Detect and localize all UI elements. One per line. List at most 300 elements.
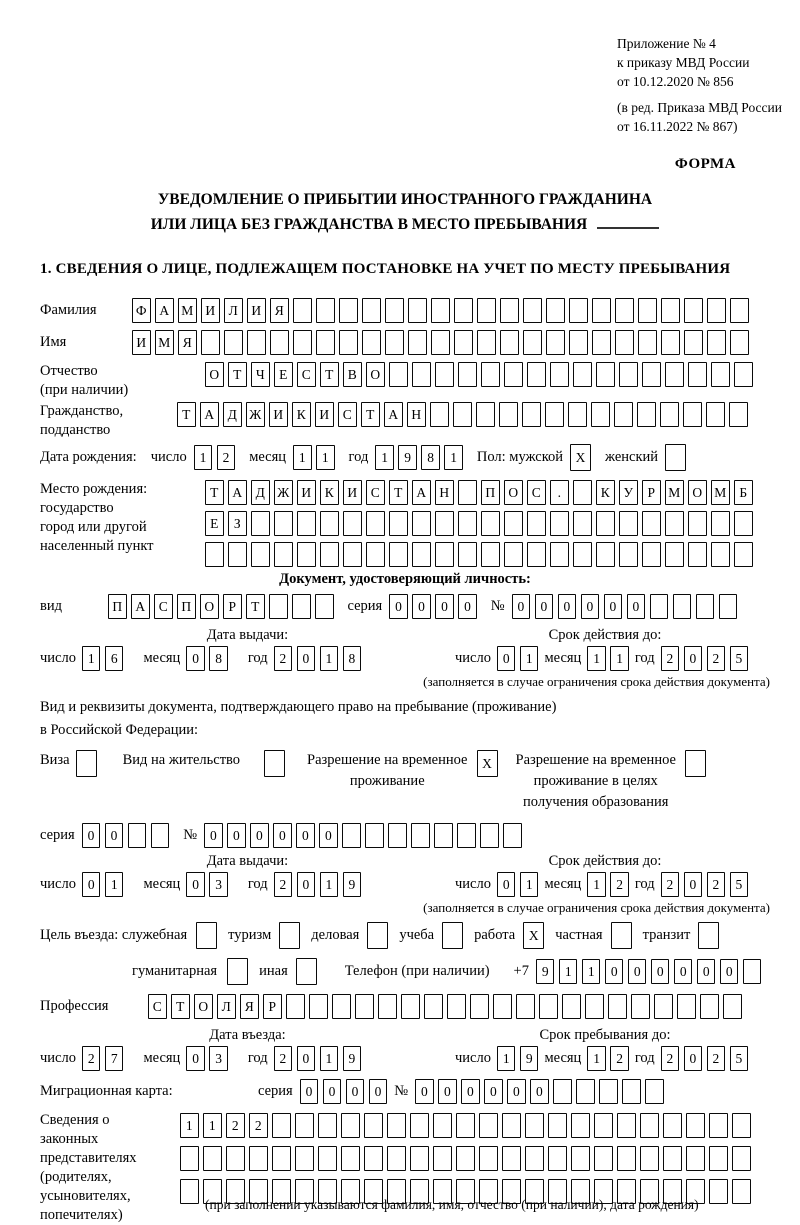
birth-place-cell[interactable] — [596, 542, 615, 567]
birth-place-cell[interactable] — [366, 542, 385, 567]
name-cell[interactable] — [293, 330, 312, 355]
phone-digit-cell[interactable]: 0 — [651, 959, 670, 984]
profession-cell[interactable]: Я — [240, 994, 259, 1019]
stay-issue-year-cell[interactable]: 2 — [274, 872, 293, 897]
identity-issue-month-cell[interactable]: 8 — [209, 646, 228, 671]
stay-number-cell[interactable]: 0 — [250, 823, 269, 848]
birth-year-cell[interactable]: 8 — [421, 445, 440, 470]
purpose-commercial-checkbox[interactable] — [367, 922, 388, 949]
stay-valid-year-cell[interactable]: 5 — [730, 872, 749, 897]
birth-place-cell[interactable] — [573, 480, 592, 505]
identity-number-cell[interactable]: 0 — [558, 594, 577, 619]
citizenship-cell[interactable] — [637, 402, 656, 427]
birth-place-cell[interactable] — [596, 511, 615, 536]
surname-cell[interactable]: М — [178, 298, 197, 323]
patronymic-cell[interactable] — [504, 362, 523, 387]
purpose-humanitarian-checkbox[interactable] — [227, 958, 248, 985]
representative-cell[interactable] — [594, 1113, 613, 1138]
migration-number-cell[interactable]: 0 — [530, 1079, 549, 1104]
migration-number-cell[interactable] — [576, 1079, 595, 1104]
stay-valid-year-cell[interactable]: 0 — [684, 872, 703, 897]
stay-number-cell[interactable] — [388, 823, 407, 848]
identity-kind-cell[interactable]: О — [200, 594, 219, 619]
representative-cell[interactable] — [502, 1146, 521, 1171]
profession-cell[interactable] — [516, 994, 535, 1019]
birth-place-cell[interactable] — [412, 511, 431, 536]
entry-year-cell[interactable]: 9 — [343, 1046, 362, 1071]
representative-cell[interactable] — [571, 1146, 590, 1171]
representative-cell[interactable] — [663, 1113, 682, 1138]
citizenship-cell[interactable] — [591, 402, 610, 427]
profession-cell[interactable] — [470, 994, 489, 1019]
representative-cell[interactable] — [272, 1146, 291, 1171]
profession-cell[interactable]: С — [148, 994, 167, 1019]
representative-cell[interactable] — [433, 1113, 452, 1138]
profession-cell[interactable] — [562, 994, 581, 1019]
stay-until-month-cell[interactable]: 1 — [587, 1046, 606, 1071]
surname-cell[interactable]: Л — [224, 298, 243, 323]
surname-cell[interactable] — [546, 298, 565, 323]
patronymic-cell[interactable] — [458, 362, 477, 387]
representative-cell[interactable] — [318, 1113, 337, 1138]
representative-cell[interactable] — [732, 1146, 751, 1171]
birth-year-cell[interactable]: 1 — [444, 445, 463, 470]
identity-series-cell[interactable]: 0 — [389, 594, 408, 619]
stay-until-day-cell[interactable]: 1 — [497, 1046, 516, 1071]
representative-cell[interactable] — [548, 1146, 567, 1171]
identity-kind-cell[interactable] — [292, 594, 311, 619]
stay-issue-year-cell[interactable]: 9 — [343, 872, 362, 897]
name-cell[interactable] — [500, 330, 519, 355]
identity-valid-month-cell[interactable]: 1 — [610, 646, 629, 671]
citizenship-cell[interactable] — [430, 402, 449, 427]
profession-cell[interactable]: О — [194, 994, 213, 1019]
birth-place-cell[interactable] — [734, 511, 753, 536]
birth-place-cell[interactable] — [297, 542, 316, 567]
birth-place-cell[interactable] — [228, 542, 247, 567]
birth-place-cell[interactable] — [688, 542, 707, 567]
phone-digit-cell[interactable]: 9 — [536, 959, 555, 984]
identity-kind-cell[interactable] — [269, 594, 288, 619]
name-cell[interactable]: М — [155, 330, 174, 355]
stay-valid-year-cell[interactable]: 2 — [707, 872, 726, 897]
representative-cell[interactable] — [525, 1113, 544, 1138]
citizenship-cell[interactable]: С — [338, 402, 357, 427]
birth-place-cell[interactable] — [619, 511, 638, 536]
surname-cell[interactable]: Ф — [132, 298, 151, 323]
birth-place-cell[interactable]: Б — [734, 480, 753, 505]
citizenship-cell[interactable] — [614, 402, 633, 427]
name-cell[interactable] — [523, 330, 542, 355]
stay-number-cell[interactable]: 0 — [319, 823, 338, 848]
identity-kind-cell[interactable]: С — [154, 594, 173, 619]
birth-place-cell[interactable]: И — [297, 480, 316, 505]
stay-number-cell[interactable]: 0 — [273, 823, 292, 848]
birth-place-cell[interactable]: . — [550, 480, 569, 505]
stay-number-cell[interactable]: 0 — [296, 823, 315, 848]
birth-place-cell[interactable]: Д — [251, 480, 270, 505]
birth-place-cell[interactable] — [481, 542, 500, 567]
birth-place-cell[interactable] — [550, 511, 569, 536]
migration-series-cell[interactable]: 0 — [323, 1079, 342, 1104]
birth-place-cell[interactable]: У — [619, 480, 638, 505]
representative-cell[interactable] — [571, 1113, 590, 1138]
representative-cell[interactable] — [732, 1179, 751, 1204]
birth-place-cell[interactable]: К — [596, 480, 615, 505]
stay-number-cell[interactable] — [365, 823, 384, 848]
profession-cell[interactable] — [401, 994, 420, 1019]
profession-cell[interactable] — [539, 994, 558, 1019]
identity-number-cell[interactable] — [650, 594, 669, 619]
name-cell[interactable] — [454, 330, 473, 355]
migration-number-cell[interactable] — [645, 1079, 664, 1104]
representative-cell[interactable] — [617, 1113, 636, 1138]
migration-number-cell[interactable]: 0 — [415, 1079, 434, 1104]
stay-until-year-cell[interactable]: 2 — [661, 1046, 680, 1071]
representative-cell[interactable] — [203, 1146, 222, 1171]
birth-place-cell[interactable] — [458, 542, 477, 567]
purpose-work-checkbox[interactable]: X — [523, 922, 544, 949]
citizenship-cell[interactable] — [683, 402, 702, 427]
stay-series-cell[interactable]: 0 — [82, 823, 101, 848]
name-cell[interactable] — [638, 330, 657, 355]
identity-number-cell[interactable]: 0 — [627, 594, 646, 619]
birth-year-cell[interactable]: 9 — [398, 445, 417, 470]
name-cell[interactable] — [385, 330, 404, 355]
representative-cell[interactable] — [686, 1113, 705, 1138]
profession-cell[interactable]: Т — [171, 994, 190, 1019]
stay-number-cell[interactable]: 0 — [204, 823, 223, 848]
birth-place-cell[interactable] — [251, 511, 270, 536]
identity-valid-month-cell[interactable]: 1 — [587, 646, 606, 671]
stay-issue-year-cell[interactable]: 1 — [320, 872, 339, 897]
representative-cell[interactable]: 2 — [249, 1113, 268, 1138]
sex-male-checkbox[interactable]: X — [570, 444, 591, 471]
birth-place-cell[interactable] — [458, 511, 477, 536]
profession-cell[interactable] — [309, 994, 328, 1019]
birth-place-cell[interactable]: А — [412, 480, 431, 505]
birth-place-cell[interactable] — [688, 511, 707, 536]
phone-digit-cell[interactable]: 0 — [697, 959, 716, 984]
name-cell[interactable] — [431, 330, 450, 355]
citizenship-cell[interactable] — [499, 402, 518, 427]
representative-cell[interactable] — [341, 1113, 360, 1138]
purpose-tourism-checkbox[interactable] — [279, 922, 300, 949]
name-cell[interactable] — [569, 330, 588, 355]
representative-cell[interactable] — [594, 1146, 613, 1171]
edu-residence-checkbox[interactable] — [685, 750, 706, 777]
surname-cell[interactable] — [339, 298, 358, 323]
representative-cell[interactable] — [364, 1113, 383, 1138]
stay-issue-year-cell[interactable]: 0 — [297, 872, 316, 897]
stay-valid-month-cell[interactable]: 1 — [587, 872, 606, 897]
birth-place-cell[interactable] — [320, 511, 339, 536]
representative-cell[interactable] — [617, 1146, 636, 1171]
birth-place-cell[interactable] — [274, 511, 293, 536]
identity-issue-year-cell[interactable]: 0 — [297, 646, 316, 671]
migration-number-cell[interactable]: 0 — [507, 1079, 526, 1104]
identity-valid-year-cell[interactable]: 2 — [707, 646, 726, 671]
birth-place-cell[interactable] — [343, 511, 362, 536]
sex-female-checkbox[interactable] — [665, 444, 686, 471]
representative-cell[interactable] — [226, 1146, 245, 1171]
citizenship-cell[interactable]: И — [315, 402, 334, 427]
phone-digit-cell[interactable] — [743, 959, 762, 984]
surname-cell[interactable] — [500, 298, 519, 323]
representative-cell[interactable] — [502, 1113, 521, 1138]
identity-number-cell[interactable] — [719, 594, 738, 619]
name-cell[interactable] — [546, 330, 565, 355]
surname-cell[interactable]: И — [247, 298, 266, 323]
surname-cell[interactable] — [523, 298, 542, 323]
representative-cell[interactable] — [709, 1113, 728, 1138]
surname-cell[interactable] — [293, 298, 312, 323]
identity-issue-day-cell[interactable]: 1 — [82, 646, 101, 671]
profession-cell[interactable]: Л — [217, 994, 236, 1019]
birth-place-cell[interactable] — [711, 542, 730, 567]
identity-kind-cell[interactable]: П — [108, 594, 127, 619]
patronymic-cell[interactable] — [688, 362, 707, 387]
representative-cell[interactable]: 2 — [226, 1113, 245, 1138]
visa-checkbox[interactable] — [76, 750, 97, 777]
representative-cell[interactable] — [456, 1113, 475, 1138]
birth-place-cell[interactable]: О — [504, 480, 523, 505]
birth-place-cell[interactable]: С — [527, 480, 546, 505]
migration-series-cell[interactable]: 0 — [346, 1079, 365, 1104]
phone-digit-cell[interactable]: 1 — [582, 959, 601, 984]
purpose-study-checkbox[interactable] — [442, 922, 463, 949]
representative-cell[interactable] — [249, 1146, 268, 1171]
stay-until-year-cell[interactable]: 0 — [684, 1046, 703, 1071]
birth-place-cell[interactable]: К — [320, 480, 339, 505]
stay-valid-day-cell[interactable]: 1 — [520, 872, 539, 897]
citizenship-cell[interactable] — [568, 402, 587, 427]
migration-number-cell[interactable]: 0 — [461, 1079, 480, 1104]
birth-place-cell[interactable] — [665, 511, 684, 536]
birth-place-cell[interactable] — [412, 542, 431, 567]
phone-digit-cell[interactable]: 0 — [628, 959, 647, 984]
representative-cell[interactable] — [180, 1146, 199, 1171]
stay-number-cell[interactable] — [480, 823, 499, 848]
name-cell[interactable] — [270, 330, 289, 355]
birth-place-cell[interactable]: Р — [642, 480, 661, 505]
migration-series-cell[interactable]: 0 — [369, 1079, 388, 1104]
citizenship-cell[interactable]: Д — [223, 402, 242, 427]
birth-place-cell[interactable]: Н — [435, 480, 454, 505]
patronymic-cell[interactable] — [412, 362, 431, 387]
stay-number-cell[interactable] — [434, 823, 453, 848]
name-cell[interactable] — [684, 330, 703, 355]
patronymic-cell[interactable]: Т — [228, 362, 247, 387]
phone-digit-cell[interactable]: 0 — [605, 959, 624, 984]
identity-kind-cell[interactable]: Р — [223, 594, 242, 619]
birth-place-cell[interactable] — [665, 542, 684, 567]
identity-kind-cell[interactable]: Т — [246, 594, 265, 619]
identity-issue-day-cell[interactable]: 6 — [105, 646, 124, 671]
migration-number-cell[interactable] — [622, 1079, 641, 1104]
birth-month-cell[interactable]: 1 — [293, 445, 312, 470]
identity-issue-year-cell[interactable]: 1 — [320, 646, 339, 671]
stay-series-cell[interactable] — [151, 823, 170, 848]
identity-series-cell[interactable]: 0 — [458, 594, 477, 619]
citizenship-cell[interactable]: Т — [177, 402, 196, 427]
birth-place-cell[interactable] — [619, 542, 638, 567]
citizenship-cell[interactable] — [476, 402, 495, 427]
birth-place-cell[interactable]: Т — [205, 480, 224, 505]
profession-cell[interactable] — [493, 994, 512, 1019]
birth-place-cell[interactable]: М — [665, 480, 684, 505]
name-cell[interactable] — [477, 330, 496, 355]
surname-cell[interactable] — [684, 298, 703, 323]
identity-issue-month-cell[interactable]: 0 — [186, 646, 205, 671]
stay-number-cell[interactable] — [457, 823, 476, 848]
surname-cell[interactable] — [408, 298, 427, 323]
migration-series-cell[interactable]: 0 — [300, 1079, 319, 1104]
identity-number-cell[interactable] — [696, 594, 715, 619]
patronymic-cell[interactable] — [435, 362, 454, 387]
profession-cell[interactable] — [424, 994, 443, 1019]
birth-place-cell[interactable] — [527, 542, 546, 567]
surname-cell[interactable] — [362, 298, 381, 323]
citizenship-cell[interactable]: Т — [361, 402, 380, 427]
representative-cell[interactable] — [387, 1146, 406, 1171]
name-cell[interactable] — [316, 330, 335, 355]
birth-place-cell[interactable]: Ж — [274, 480, 293, 505]
entry-month-cell[interactable]: 0 — [186, 1046, 205, 1071]
identity-number-cell[interactable]: 0 — [581, 594, 600, 619]
phone-digit-cell[interactable]: 0 — [674, 959, 693, 984]
birth-place-cell[interactable] — [527, 511, 546, 536]
identity-number-cell[interactable] — [673, 594, 692, 619]
name-cell[interactable] — [661, 330, 680, 355]
name-cell[interactable] — [247, 330, 266, 355]
birth-place-cell[interactable] — [320, 542, 339, 567]
patronymic-cell[interactable] — [573, 362, 592, 387]
representative-cell[interactable] — [387, 1113, 406, 1138]
stay-until-year-cell[interactable]: 5 — [730, 1046, 749, 1071]
identity-valid-year-cell[interactable]: 5 — [730, 646, 749, 671]
name-cell[interactable] — [339, 330, 358, 355]
birth-place-cell[interactable]: О — [688, 480, 707, 505]
representative-cell[interactable] — [709, 1146, 728, 1171]
identity-series-cell[interactable]: 0 — [412, 594, 431, 619]
representative-cell[interactable] — [709, 1179, 728, 1204]
purpose-business-checkbox[interactable] — [196, 922, 217, 949]
identity-series-cell[interactable]: 0 — [435, 594, 454, 619]
stay-until-year-cell[interactable]: 2 — [707, 1046, 726, 1071]
birth-day-cell[interactable]: 2 — [217, 445, 236, 470]
representative-cell[interactable] — [341, 1146, 360, 1171]
patronymic-cell[interactable] — [550, 362, 569, 387]
birth-place-cell[interactable] — [366, 511, 385, 536]
birth-place-cell[interactable]: З — [228, 511, 247, 536]
stay-issue-day-cell[interactable]: 1 — [105, 872, 124, 897]
surname-cell[interactable] — [454, 298, 473, 323]
birth-place-cell[interactable] — [711, 511, 730, 536]
representative-cell[interactable] — [295, 1113, 314, 1138]
representative-cell[interactable]: 1 — [180, 1113, 199, 1138]
birth-place-cell[interactable] — [343, 542, 362, 567]
identity-number-cell[interactable]: 0 — [604, 594, 623, 619]
name-cell[interactable] — [224, 330, 243, 355]
stay-until-month-cell[interactable]: 2 — [610, 1046, 629, 1071]
surname-cell[interactable]: И — [201, 298, 220, 323]
representative-cell[interactable] — [272, 1113, 291, 1138]
surname-cell[interactable] — [638, 298, 657, 323]
citizenship-cell[interactable]: К — [292, 402, 311, 427]
citizenship-cell[interactable] — [522, 402, 541, 427]
representative-cell[interactable]: 1 — [203, 1113, 222, 1138]
surname-cell[interactable] — [707, 298, 726, 323]
phone-digit-cell[interactable]: 1 — [559, 959, 578, 984]
birth-place-cell[interactable]: П — [481, 480, 500, 505]
identity-valid-day-cell[interactable]: 1 — [520, 646, 539, 671]
patronymic-cell[interactable]: В — [343, 362, 362, 387]
entry-year-cell[interactable]: 0 — [297, 1046, 316, 1071]
representative-cell[interactable] — [663, 1146, 682, 1171]
birth-place-cell[interactable] — [435, 511, 454, 536]
surname-cell[interactable] — [569, 298, 588, 323]
representative-cell[interactable] — [410, 1113, 429, 1138]
purpose-private-checkbox[interactable] — [611, 922, 632, 949]
migration-number-cell[interactable] — [599, 1079, 618, 1104]
entry-month-cell[interactable]: 3 — [209, 1046, 228, 1071]
birth-place-cell[interactable]: С — [366, 480, 385, 505]
name-cell[interactable]: И — [132, 330, 151, 355]
residence-permit-checkbox[interactable] — [264, 750, 285, 777]
citizenship-cell[interactable] — [729, 402, 748, 427]
entry-day-cell[interactable]: 7 — [105, 1046, 124, 1071]
surname-cell[interactable]: Я — [270, 298, 289, 323]
patronymic-cell[interactable] — [527, 362, 546, 387]
patronymic-cell[interactable]: С — [297, 362, 316, 387]
name-cell[interactable] — [592, 330, 611, 355]
birth-month-cell[interactable]: 1 — [316, 445, 335, 470]
profession-cell[interactable] — [355, 994, 374, 1019]
birth-year-cell[interactable]: 1 — [375, 445, 394, 470]
surname-cell[interactable] — [592, 298, 611, 323]
surname-cell[interactable] — [385, 298, 404, 323]
representative-cell[interactable] — [640, 1113, 659, 1138]
birth-place-cell[interactable] — [504, 511, 523, 536]
birth-place-cell[interactable] — [481, 511, 500, 536]
patronymic-cell[interactable] — [596, 362, 615, 387]
citizenship-cell[interactable]: А — [200, 402, 219, 427]
birth-place-cell[interactable] — [458, 480, 477, 505]
stay-valid-year-cell[interactable]: 2 — [661, 872, 680, 897]
stay-until-day-cell[interactable]: 9 — [520, 1046, 539, 1071]
birth-place-cell[interactable] — [642, 511, 661, 536]
patronymic-cell[interactable] — [734, 362, 753, 387]
profession-cell[interactable] — [378, 994, 397, 1019]
stay-issue-month-cell[interactable]: 3 — [209, 872, 228, 897]
profession-cell[interactable] — [332, 994, 351, 1019]
stay-issue-day-cell[interactable]: 0 — [82, 872, 101, 897]
birth-place-cell[interactable] — [504, 542, 523, 567]
representative-cell[interactable] — [479, 1146, 498, 1171]
representative-cell[interactable] — [318, 1146, 337, 1171]
profession-cell[interactable] — [447, 994, 466, 1019]
citizenship-cell[interactable] — [706, 402, 725, 427]
purpose-transit-checkbox[interactable] — [698, 922, 719, 949]
stay-number-cell[interactable]: 0 — [227, 823, 246, 848]
representative-cell[interactable] — [364, 1146, 383, 1171]
stay-series-cell[interactable]: 0 — [105, 823, 124, 848]
patronymic-cell[interactable] — [619, 362, 638, 387]
migration-number-cell[interactable]: 0 — [438, 1079, 457, 1104]
patronymic-cell[interactable] — [389, 362, 408, 387]
phone-digit-cell[interactable]: 0 — [720, 959, 739, 984]
